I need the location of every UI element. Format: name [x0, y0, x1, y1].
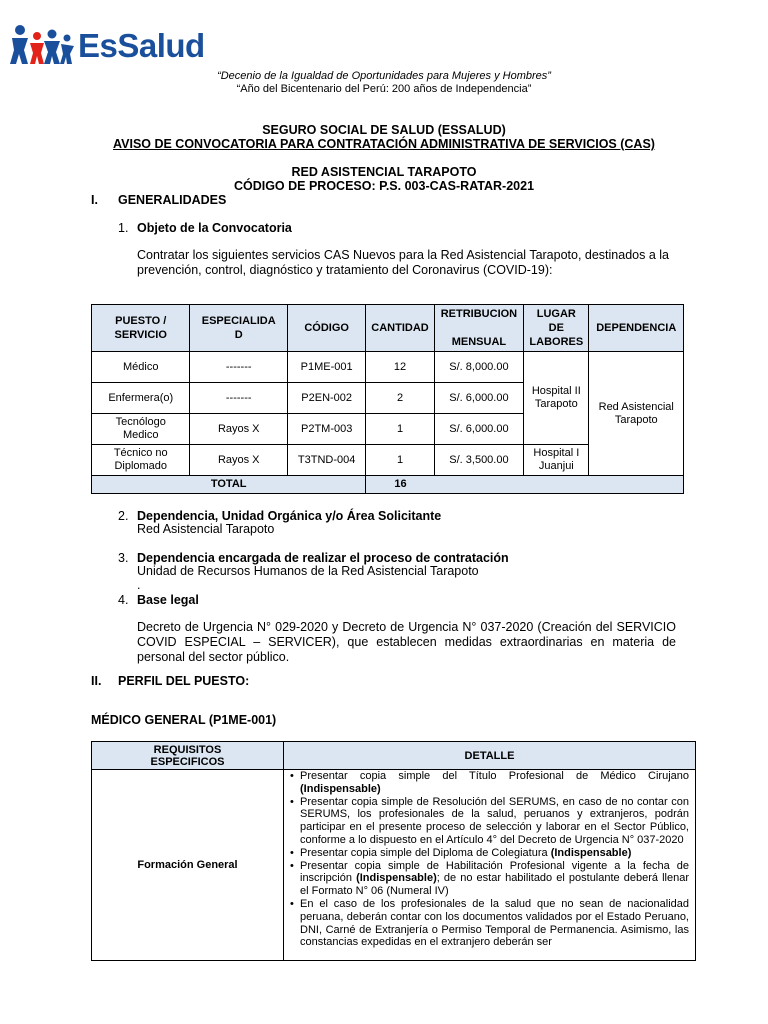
section-1-title: GENERALIDADES — [118, 193, 227, 207]
notice-title: AVISO DE CONVOCATORIA PARA CONTRATACIÓN ADMINISTRATIVA DE SERVICIOS (CAS) — [113, 137, 655, 151]
cell-dependencia: Red Asistencial Tarapoto — [589, 352, 684, 476]
item-4-title: Base legal — [137, 593, 199, 607]
cell-retribucion: S/. 6,000.00 — [434, 383, 523, 414]
requirements-list — [284, 770, 695, 949]
detail-cell — [284, 770, 696, 961]
item-2-text: Red Asistencial Tarapoto — [137, 522, 275, 536]
list-item: • Presentar copia simple de Habilitación Profesional vigente a la fecha de inscripción (Indispensable); de no estar habilitado el postulante deberá llenar el Formato N° 06 (Numeral IV) — [288, 860, 689, 898]
cell-codigo: T3TND-004 — [287, 445, 365, 476]
positions-table — [91, 304, 684, 494]
cell-cantidad: 12 — [366, 352, 434, 383]
item-3-title: Dependencia encargada de realizar el proceso de contratación — [137, 551, 509, 565]
motto-line-1: “Decenio de la Igualdad de Oportunidades para Mujeres y Hombres” — [217, 70, 551, 82]
cell-puesto: Técnico no Diplomado — [92, 445, 190, 476]
col-detalle: DETALLE — [284, 742, 696, 770]
table-total-row — [92, 476, 684, 494]
cell-cantidad: 2 — [366, 383, 434, 414]
cell-puesto: Enfermera(o) — [92, 383, 190, 414]
motto-line-2: “Año del Bicentenario del Perú: 200 años de Independencia” — [236, 83, 532, 95]
logo-wordmark: EsSalud — [78, 26, 205, 64]
item-2-title: Dependencia, Unidad Orgánica y/o Área Solicitante — [137, 509, 442, 523]
row-label: Formación General — [92, 770, 284, 961]
col-codigo: CÓDIGO — [287, 305, 365, 352]
cell-codigo: P2TM-003 — [287, 414, 365, 445]
cell-retribucion: S/. 3,500.00 — [434, 445, 523, 476]
process-code: CÓDIGO DE PROCESO: P.S. 003-CAS-RATAR-2021 — [233, 179, 535, 193]
cell-codigo: P2EN-002 — [287, 383, 365, 414]
col-especialidad: ESPECIALIDA D — [190, 305, 287, 352]
col-cantidad: CANTIDAD — [366, 305, 434, 352]
col-lugar: LUGAR DE LABORES — [524, 305, 589, 352]
list-item: • Presentar copia simple del Diploma de Colegiatura (Indispensable) — [288, 847, 689, 860]
item-3-number: 3. — [118, 551, 129, 565]
list-item: • En el caso de los profesionales de la salud que no sean de nacionalidad peruana, deberán contar con los documentos validados por el Estado Peruano, DNI, Carné de Extranjería o Permiso Temporal de Permanencia. Asimismo, las constancias expedidas en el extranjero deberán ser — [288, 898, 689, 949]
network-title: RED ASISTENCIAL TARAPOTO — [291, 165, 477, 179]
cell-retribucion: S/. 6,000.00 — [434, 414, 523, 445]
col-dependencia: DEPENDENCIA — [589, 305, 684, 352]
cell-retribucion: S/. 8,000.00 — [434, 352, 523, 383]
cell-especialidad: ------- — [190, 383, 287, 414]
section-2-numeral: II. — [91, 674, 102, 688]
section-1-numeral: I. — [91, 193, 98, 207]
cell-lugar: Hospital I Juanjui — [524, 445, 589, 476]
essalud-logo — [10, 22, 205, 68]
cell-cantidad: 1 — [366, 445, 434, 476]
table-row — [92, 352, 684, 383]
cell-especialidad: Rayos X — [190, 445, 287, 476]
list-item: • Presentar copia simple de Resolución del SERUMS, en caso de no contar con SERUMS, los profesionales de la salud, peruanos y extranjeros, podrán participar en el presente proceso de selección y laborar en el Sector Público, conforme a lo dispuesto en el Artículo 4° del Decreto de Urgencia N° 037-2020 — [288, 796, 689, 847]
table-row — [92, 770, 696, 961]
item-3-dot: . — [137, 578, 141, 592]
item-3-text: Unidad de Recursos Humanos de la Red Asistencial Tarapoto — [137, 564, 479, 578]
org-title: SEGURO SOCIAL DE SALUD (ESSALUD) — [262, 123, 506, 137]
item-1-text: Contratar los siguientes servicios CAS Nuevos para la Red Asistencial Tarapoto, destinados a la prevención, control, diagnóstico y tratamiento del Coronavirus (COVID-19): — [137, 248, 669, 277]
item-1-number: 1. — [118, 221, 129, 235]
item-4-text: Decreto de Urgencia N° 029-2020 y Decreto de Urgencia N° 037-2020 (Creación del SERVICIO COVID ESPECIAL – SERVICER), que establecen medidas extraordinarias en materia de personal del sector público. — [137, 620, 676, 664]
col-puesto: PUESTO / SERVICIO — [92, 305, 190, 352]
section-2-title: PERFIL DEL PUESTO: — [118, 674, 250, 688]
section-2-subtitle: MÉDICO GENERAL (P1ME-001) — [91, 713, 277, 727]
cell-codigo: P1ME-001 — [287, 352, 365, 383]
cell-puesto: Tecnólogo Medico — [92, 414, 190, 445]
total-label: TOTAL — [92, 476, 366, 494]
cell-especialidad: ------- — [190, 352, 287, 383]
col-requisitos: REQUISITOS ESPECIFICOS — [92, 742, 284, 770]
cell-cantidad: 1 — [366, 414, 434, 445]
family-figures-icon — [10, 24, 76, 66]
requirements-table — [91, 741, 696, 961]
motto — [0, 70, 768, 96]
list-item: • Presentar copia simple del Título Profesional de Médico Cirujano (Indispensable) — [288, 770, 689, 796]
item-4-number: 4. — [118, 593, 129, 607]
table-header-row — [92, 742, 696, 770]
item-1-title: Objeto de la Convocatoria — [137, 221, 292, 235]
cell-lugar: Hospital II Tarapoto — [524, 352, 589, 445]
cell-especialidad: Rayos X — [190, 414, 287, 445]
table-header-row — [92, 305, 684, 352]
item-2-number: 2. — [118, 509, 129, 523]
col-retribucion: RETRIBUCION MENSUAL — [434, 305, 523, 352]
total-value: 16 — [366, 476, 684, 494]
cell-puesto: Médico — [92, 352, 190, 383]
